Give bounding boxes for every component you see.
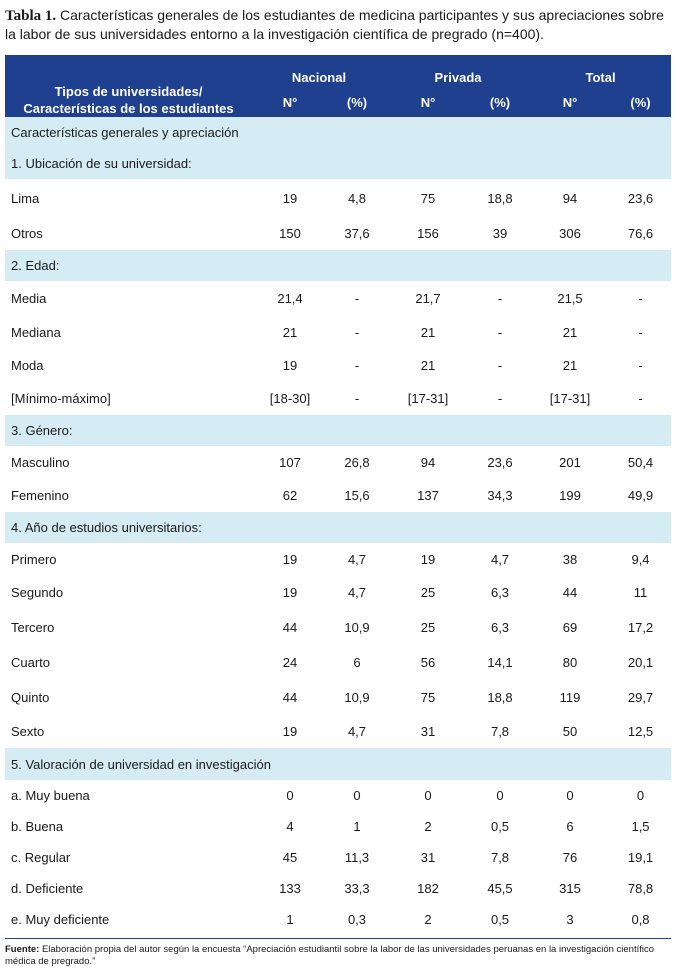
cell-privada-n: 94 xyxy=(420,455,436,470)
row-label: Media xyxy=(11,291,47,306)
cell-total-pct: - xyxy=(638,391,643,406)
cell-nacional-n: 107 xyxy=(279,455,301,470)
cell-total-pct: 78,8 xyxy=(627,881,654,896)
cell-privada-n: 2 xyxy=(424,819,432,834)
cell-nacional-n: 133 xyxy=(279,881,301,896)
cell-privada-n: 75 xyxy=(420,689,436,705)
section-label: 1. Ubicación de su universidad: xyxy=(5,148,671,179)
row-label: Sexto xyxy=(11,723,45,739)
cell-privada-n: 182 xyxy=(417,881,439,896)
row-label: Mediana xyxy=(11,325,61,340)
cell-privada-n: 31 xyxy=(420,723,436,739)
table-row xyxy=(5,576,671,609)
row-label: Tercero xyxy=(11,619,55,635)
cell-nacional-pct: 4,7 xyxy=(347,585,367,600)
cell-nacional-n: 62 xyxy=(282,488,298,503)
cell-total-n: 38 xyxy=(562,552,578,567)
cell-nacional-pct: 4,7 xyxy=(347,723,367,739)
cell-total-n: 21 xyxy=(562,325,578,340)
table-row xyxy=(5,479,671,512)
cell-nacional-pct: 37,6 xyxy=(344,226,370,241)
cell-total-pct: - xyxy=(638,358,643,373)
header-total-pct: (%) xyxy=(610,87,671,117)
cell-nacional-pct: 10,9 xyxy=(344,619,370,635)
cell-privada-pct: - xyxy=(497,291,503,306)
section-label: 4. Año de estudios universitarios: xyxy=(5,512,671,543)
section-label: Características generales y apreciación xyxy=(5,117,671,148)
row-label: d. Deficiente xyxy=(11,881,84,896)
cell-privada-n: 56 xyxy=(420,655,436,670)
cell-nacional-n: 21 xyxy=(282,325,298,340)
cell-total-n: 21,5 xyxy=(557,291,583,306)
cell-nacional-pct: 1 xyxy=(353,819,361,834)
cell-privada-pct: 23,6 xyxy=(487,455,513,470)
cell-privada-pct: 7,8 xyxy=(490,723,510,739)
cell-total-n: 3 xyxy=(566,912,574,927)
footnote-text: Elaboración propia del autor según la encuesta “Apreciación estudiantil sobre la labor de las universidades peruanas en la investigación científico médica de pregrado.” xyxy=(5,944,655,967)
row-label: Segundo xyxy=(11,585,64,600)
cell-nacional-n: 44 xyxy=(282,689,298,705)
table-row xyxy=(5,179,671,217)
caption-text: Características generales de los estudiantes de medicina participantes y sus apreciaciones sobre la labor de sus universidades entorno a la investigación científica de pregrado (n=400). xyxy=(5,7,664,42)
header-group-nacional: Nacional xyxy=(252,55,386,87)
characteristics-table xyxy=(5,55,671,935)
cell-privada-n: 25 xyxy=(420,585,436,600)
table-header xyxy=(5,55,671,117)
row-label: Cuarto xyxy=(11,655,51,670)
cell-nacional-n: 24 xyxy=(282,655,298,670)
table-row xyxy=(5,609,671,645)
row-label: Primero xyxy=(11,552,57,567)
table-body xyxy=(5,117,671,935)
cell-privada-n: 21,7 xyxy=(415,291,441,306)
caption-label: Tabla 1. xyxy=(5,8,57,24)
row-label: a. Muy buena xyxy=(11,788,90,803)
cell-nacional-n: 19 xyxy=(282,358,298,373)
row-label: c. Regular xyxy=(11,850,71,865)
cell-total-n: 199 xyxy=(559,488,581,503)
section-label: 2. Edad: xyxy=(5,250,671,281)
cell-privada-pct: 0,5 xyxy=(490,819,510,834)
table-row xyxy=(5,811,671,842)
header-group-privada: Privada xyxy=(386,55,530,87)
cell-nacional-n: 19 xyxy=(282,585,298,600)
cell-nacional-pct: 10,9 xyxy=(344,689,370,705)
cell-nacional-pct: - xyxy=(354,358,360,373)
cell-nacional-pct: 4,8 xyxy=(347,190,367,206)
cell-nacional-pct: 0 xyxy=(353,788,361,803)
cell-nacional-n: 19 xyxy=(282,552,298,567)
cell-nacional-pct: 4,7 xyxy=(347,552,367,567)
cell-nacional-n: 1 xyxy=(286,912,294,927)
table-row xyxy=(5,680,671,714)
cell-total-pct: 0 xyxy=(636,788,645,803)
header-total-n: N° xyxy=(530,87,610,117)
header-privada-n: N° xyxy=(386,87,470,117)
cell-total-n: 0 xyxy=(566,788,574,803)
cell-total-n: 44 xyxy=(562,585,578,600)
cell-privada-n: 0 xyxy=(424,788,432,803)
cell-total-pct: 11 xyxy=(633,585,648,600)
cell-nacional-n: 0 xyxy=(286,788,294,803)
header-group-total: Total xyxy=(530,55,671,87)
cell-nacional-n: [18-30] xyxy=(269,391,311,406)
cell-total-n: 21 xyxy=(562,358,578,373)
table-row xyxy=(5,904,671,935)
cell-privada-n: 25 xyxy=(420,619,436,635)
footnote-label: Fuente: xyxy=(5,944,40,955)
cell-privada-pct: 18,8 xyxy=(487,689,513,705)
cell-privada-n: 21 xyxy=(420,325,436,340)
cell-nacional-n: 21,4 xyxy=(277,291,303,306)
cell-total-pct: 1,5 xyxy=(631,819,650,834)
cell-nacional-n: 45 xyxy=(282,850,298,865)
table-row xyxy=(5,316,671,349)
section-label: 3. Género: xyxy=(5,415,671,446)
table-row xyxy=(5,780,671,811)
cell-total-pct: 17,2 xyxy=(627,619,654,635)
cell-total-pct: - xyxy=(638,325,643,340)
table-row xyxy=(5,543,671,576)
cell-total-n: 315 xyxy=(559,881,581,896)
cell-total-pct: 76,6 xyxy=(627,226,654,241)
cell-privada-n: 2 xyxy=(424,912,432,927)
cell-privada-n: 75 xyxy=(420,190,436,206)
cell-nacional-n: 4 xyxy=(286,819,294,834)
cell-total-pct: 50,4 xyxy=(627,455,654,470)
row-label: Lima xyxy=(11,190,40,206)
table-row xyxy=(5,714,671,748)
row-label: Masculino xyxy=(11,455,70,470)
section-row xyxy=(5,117,671,148)
cell-privada-pct: 34,3 xyxy=(487,488,513,503)
cell-nacional-pct: - xyxy=(354,325,360,340)
table-row xyxy=(5,645,671,680)
cell-privada-pct: 45,5 xyxy=(487,881,513,896)
section-row xyxy=(5,250,671,281)
cell-total-pct: - xyxy=(638,291,643,306)
row-label: Otros xyxy=(11,226,43,241)
row-label: Femenino xyxy=(11,488,69,503)
cell-nacional-pct: 0,3 xyxy=(347,912,367,927)
cell-privada-n: [17-31] xyxy=(407,391,449,406)
cell-total-pct: 0,8 xyxy=(631,912,650,927)
row-label: [Mínimo-máximo] xyxy=(11,391,111,406)
table-row xyxy=(5,217,671,250)
cell-total-n: 306 xyxy=(559,226,581,241)
cell-total-pct: 29,7 xyxy=(627,689,654,705)
section-row xyxy=(5,148,671,179)
cell-total-pct: 20,1 xyxy=(627,655,654,670)
cell-privada-n: 31 xyxy=(420,850,436,865)
cell-privada-pct: 0 xyxy=(496,788,504,803)
cell-nacional-pct: 26,8 xyxy=(344,455,370,470)
table-row xyxy=(5,446,671,479)
cell-total-n: 6 xyxy=(566,819,574,834)
header-nacional-n: N° xyxy=(252,87,328,117)
cell-nacional-n: 19 xyxy=(282,190,298,206)
cell-privada-pct: 14,1 xyxy=(487,655,513,670)
header-main-line1: Tipos de universidades/ xyxy=(54,84,203,99)
cell-nacional-pct: 15,6 xyxy=(344,488,370,503)
cell-privada-pct: 7,8 xyxy=(490,850,510,865)
table-footnote xyxy=(5,944,671,968)
header-main xyxy=(5,55,252,117)
table-row xyxy=(5,281,671,316)
cell-nacional-pct: - xyxy=(354,291,360,306)
header-nacional-pct: (%) xyxy=(328,87,386,117)
cell-privada-pct: 18,8 xyxy=(487,190,513,206)
cell-total-n: 80 xyxy=(562,655,578,670)
cell-privada-pct: 6,3 xyxy=(490,585,510,600)
cell-total-n: 76 xyxy=(562,850,578,865)
cell-privada-n: 156 xyxy=(417,226,439,241)
table-row xyxy=(5,873,671,904)
row-label: b. Buena xyxy=(11,819,64,834)
section-row xyxy=(5,415,671,446)
row-label: Moda xyxy=(11,358,44,373)
cell-privada-pct: 0,5 xyxy=(490,912,510,927)
cell-total-n: 94 xyxy=(562,190,578,206)
cell-nacional-pct: 11,3 xyxy=(344,850,370,865)
cell-nacional-n: 44 xyxy=(282,619,298,635)
cell-privada-n: 21 xyxy=(420,358,436,373)
cell-privada-n: 19 xyxy=(420,552,436,567)
table-row xyxy=(5,349,671,382)
cell-nacional-pct: - xyxy=(354,391,360,406)
cell-total-pct: 19,1 xyxy=(627,850,654,865)
row-label: Quinto xyxy=(11,689,50,705)
cell-total-pct: 49,9 xyxy=(627,488,654,503)
cell-privada-pct: - xyxy=(497,325,503,340)
cell-privada-pct: 6,3 xyxy=(490,619,510,635)
cell-nacional-pct: 33,3 xyxy=(344,881,370,896)
header-privada-pct: (%) xyxy=(470,87,530,117)
cell-total-n: 69 xyxy=(562,619,578,635)
cell-privada-pct: 39 xyxy=(492,226,508,241)
cell-total-n: 119 xyxy=(559,689,581,705)
section-row xyxy=(5,512,671,543)
table-caption xyxy=(5,6,673,43)
cell-privada-pct: 4,7 xyxy=(490,552,510,567)
cell-nacional-pct: 6 xyxy=(353,655,361,670)
cell-total-n: 201 xyxy=(559,455,581,470)
row-label: e. Muy deficiente xyxy=(11,912,110,927)
table-row xyxy=(5,842,671,873)
cell-total-n: [17-31] xyxy=(549,391,591,406)
section-row xyxy=(5,748,671,780)
cell-total-pct: 12,5 xyxy=(627,723,654,739)
cell-privada-pct: - xyxy=(497,391,503,406)
cell-nacional-n: 150 xyxy=(279,226,301,241)
cell-privada-pct: - xyxy=(497,358,503,373)
footer-divider xyxy=(5,938,671,939)
cell-privada-n: 137 xyxy=(417,488,439,503)
table-row xyxy=(5,382,671,415)
section-label: 5. Valoración de universidad en investigación xyxy=(5,748,671,780)
cell-total-pct: 9,4 xyxy=(631,552,650,567)
cell-nacional-n: 19 xyxy=(282,723,298,739)
cell-total-pct: 23,6 xyxy=(627,190,654,206)
header-main-line2: Características de los estudiantes xyxy=(23,101,234,116)
cell-total-n: 50 xyxy=(562,723,578,739)
